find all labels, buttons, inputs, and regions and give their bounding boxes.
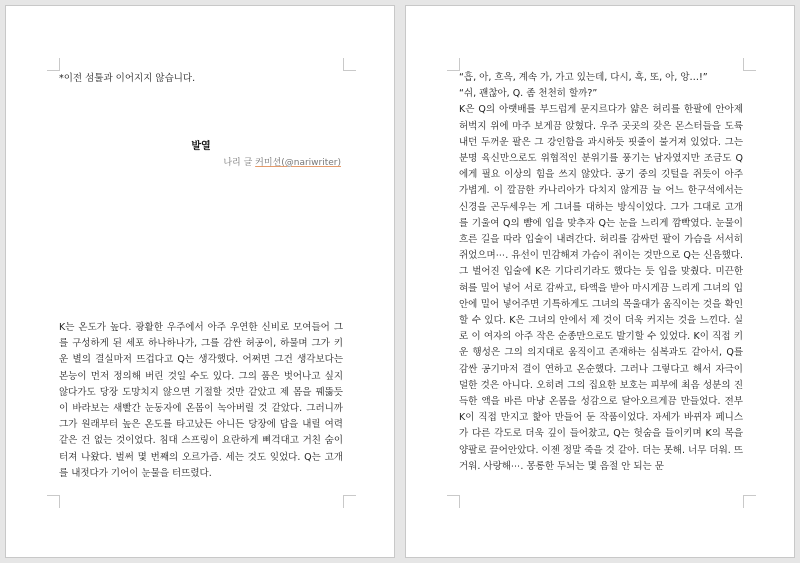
body-paragraph: K는 온도가 높다. 광활한 우주에서 아주 우연한 신비로 모여들어 그를 구성하게 된 세포 하나하나가, 그를 감싼 허공이, 하물며 그가 키운 별의 결실마저 뜨겁다고 Q는 생각했다. 어쩌면 그건 생각보다는 본능이 먼저 정의해 버린 것일 수도 있다. 그의 품은 벗어나고 싶지 않다가도 당장 도망치지 않으면 기절할 것만 같았고 제 몸을 꿰뚫듯이 바라보는 새빨간 눈동자에 온몸이 녹아버릴 것 같았다. 그러니까 그가 원래부터 높은 온도를 타고났든 아니든 당장에 답을 내릴 여력같은 건 없는 것이었다. 침대 스프링이 요란하게 삐걱대고 거친 숨이 터져 나왔다. 벌써 몇 번째의 오르가즘. 세는 것도 잊었다. Q는 고개를 내젓다가 기어이 눈물을 터뜨렸다. bbox=[59, 322, 343, 479]
margin-corner-mark bbox=[743, 495, 756, 508]
body-text-block bbox=[459, 70, 743, 475]
dialogue-line: “쉬, 괜찮아, Q. 좀 천천히 할까?” bbox=[459, 88, 598, 100]
margin-corner-mark bbox=[47, 495, 60, 508]
byline-prefix: 나리 글 bbox=[223, 158, 256, 168]
document-page-right bbox=[405, 5, 795, 558]
byline bbox=[223, 155, 341, 168]
body-paragraph: K은 Q의 아랫배를 부드럽게 문지르다가 얇은 허리를 한팔에 안아제 허벅지 위에 마주 보게끔 앉혔다. 우주 곳곳의 갖은 몬스터들을 도륙 내던 두꺼운 팔은 그 강인함을 과시하듯 핏줄이 불거져 있었다. 그는 분명 육신만으로도 위협적인 분위기를 풍기는 남자였지만 조금도 Q에게 필요 이상의 힘을 쓰지 않았다. 공기 중의 깃털을 쥐듯이 아주 가볍게. 이 깔끔한 카나리아가 다치지 않게끔 늘 어느 한구석에서는 신경을 곤두세우는 게 그녀를 대하는 방식이었다. 그가 그대로 고개를 기울여 Q의 뺨에 입을 맞추자 Q는 눈을 느리게 깜빡였다. 눈물이 흐른 길을 따라 입술이 내려간다. 허리를 감싸던 팔이 가슴을 서서히 쥐었으며⋯. 유선이 민감해져 가슴이 쥐이는 것만으로 Q는 신음했다. 그 벌어진 입술에 K은 기다리기라도 했다는 듯 입을 맞췄다. 미끈한 혀를 밀어 넣어 서로 감싸고, 타액을 받아 마시게끔 느리게 그녀의 입 안에 밀어 넣어주면 기특하게도 그녀의 목울대가 움직이는 것을 확인할 수 있다. K은 그녀의 안에서 제 것이 더욱 커지는 것을 느낀다. 실로 이 여자의 아주 작은 순종만으로도 발기할 수 있었다. K이 직접 키운 행성은 그의 의지대로 움직이고 존재하는 심복과도 같아서, Q를 감싼 공기마저 결이 연하고 온순했다. 그러나 그렇다고 해서 자극이 덜한 것은 아니다. 오히려 그의 집요한 보호는 피부에 최음 성분의 진득한 액을 바른 마냥 온몸을 성감으로 달아오르게끔 만들었다. 전부 K이 직접 만지고 핥아 만들어 둔 작품이었다. 자세가 바뀌자 페니스가 다른 각도로 더욱 깊이 들어찼고, Q는 헛숨을 들이키며 K의 목을 양팔로 끌어안았다. 이젠 정말 죽을 것 같아. 더는 못해. 너무 더워. 뜨거워. 사랑해⋯. 몽롱한 두뇌는 몇 음절 안 되는 문 bbox=[459, 104, 743, 472]
document-page-left bbox=[5, 5, 395, 558]
body-text-block bbox=[59, 320, 343, 482]
notice-text: *이전 섬툴과 이어지지 않습니다. bbox=[59, 73, 196, 84]
margin-corner-mark bbox=[343, 495, 356, 508]
margin-corner-mark bbox=[343, 58, 356, 71]
document-title: 발열 bbox=[191, 141, 211, 152]
margin-corner-mark bbox=[743, 58, 756, 71]
byline-author: 커미션(@nariwriter) bbox=[255, 158, 341, 168]
dialogue-line: “흡, 아, 흐윽, 계속 가, 가고 있는데, 다시, 흑, 또, 아, 앙…!” bbox=[459, 72, 708, 83]
margin-corner-mark bbox=[447, 495, 460, 508]
